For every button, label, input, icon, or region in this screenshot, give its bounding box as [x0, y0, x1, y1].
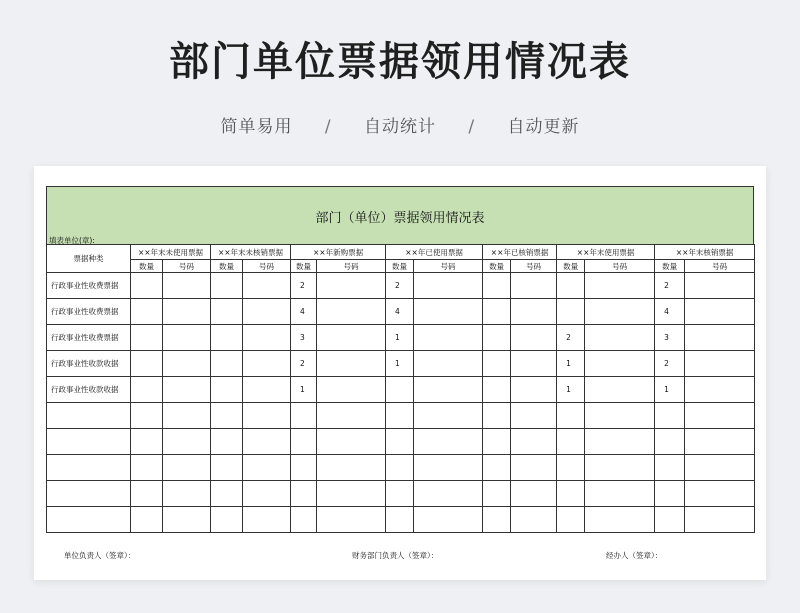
- cell-qty[interactable]: 2: [655, 351, 685, 377]
- cell-qty[interactable]: [291, 403, 317, 429]
- cell-number[interactable]: [414, 507, 483, 533]
- cell-number[interactable]: [243, 351, 291, 377]
- cell-qty[interactable]: [211, 507, 243, 533]
- cell-qty[interactable]: [386, 429, 414, 455]
- table-row: [47, 507, 755, 533]
- cell-number[interactable]: [317, 429, 386, 455]
- cell-number[interactable]: [585, 481, 655, 507]
- cell-qty[interactable]: [386, 377, 414, 403]
- cell-number[interactable]: [585, 377, 655, 403]
- cell-qty[interactable]: [483, 455, 511, 481]
- cell-number[interactable]: [511, 351, 557, 377]
- cell-qty[interactable]: [557, 481, 585, 507]
- cell-number[interactable]: [585, 351, 655, 377]
- cell-qty[interactable]: [483, 325, 511, 351]
- cell-qty[interactable]: [211, 273, 243, 299]
- sub-header-qty: 数量: [131, 260, 163, 273]
- table-row: [47, 481, 755, 507]
- sheet-title: 部门（单位）票据领用情况表: [315, 211, 485, 226]
- cell-qty[interactable]: [557, 403, 585, 429]
- signature-finance-head: 财务部门负责人（签章）：: [352, 551, 439, 560]
- cell-number[interactable]: [243, 325, 291, 351]
- cell-number[interactable]: [317, 481, 386, 507]
- cell-qty[interactable]: 1: [291, 377, 317, 403]
- cell-number[interactable]: [243, 455, 291, 481]
- cell-number[interactable]: [685, 455, 755, 481]
- cell-category[interactable]: 行政事业性收款收据: [47, 377, 131, 403]
- fill-unit-label: 填表单位(章):: [49, 236, 95, 245]
- cell-number[interactable]: [685, 481, 755, 507]
- table-row: [47, 273, 755, 299]
- cell-category[interactable]: [47, 481, 131, 507]
- cell-number[interactable]: [163, 273, 211, 299]
- sub-header-qty: 数量: [386, 260, 414, 273]
- cell-qty[interactable]: 1: [557, 377, 585, 403]
- cell-qty[interactable]: [483, 481, 511, 507]
- cell-qty[interactable]: [211, 429, 243, 455]
- cell-qty[interactable]: [131, 403, 163, 429]
- cell-number[interactable]: [414, 299, 483, 325]
- cell-number[interactable]: [585, 507, 655, 533]
- spreadsheet-card: [34, 166, 766, 580]
- sheet-header-band: [46, 186, 754, 244]
- cell-number[interactable]: [317, 507, 386, 533]
- cell-qty[interactable]: [211, 299, 243, 325]
- cell-qty[interactable]: [386, 455, 414, 481]
- cell-qty[interactable]: 2: [291, 351, 317, 377]
- sub-header-number: 号码: [585, 260, 655, 273]
- sub-header-qty: 数量: [483, 260, 511, 273]
- cell-qty[interactable]: [131, 377, 163, 403]
- subtitle-separator: /: [324, 117, 332, 137]
- cell-number[interactable]: [317, 273, 386, 299]
- cell-number[interactable]: [511, 481, 557, 507]
- cell-qty[interactable]: [291, 455, 317, 481]
- cell-number[interactable]: [585, 299, 655, 325]
- hero-title: 部门单位票据领用情况表: [169, 39, 631, 85]
- cell-qty[interactable]: [131, 273, 163, 299]
- cell-qty[interactable]: [131, 481, 163, 507]
- cell-number[interactable]: [414, 325, 483, 351]
- cell-qty[interactable]: [131, 507, 163, 533]
- cell-category[interactable]: 行政事业性收款收据: [47, 351, 131, 377]
- cell-number[interactable]: [511, 403, 557, 429]
- cell-number[interactable]: [585, 403, 655, 429]
- header-row-groups: [47, 245, 755, 260]
- cell-qty[interactable]: [291, 429, 317, 455]
- cell-number[interactable]: [243, 273, 291, 299]
- sub-header-qty: 数量: [655, 260, 685, 273]
- cell-number[interactable]: [243, 481, 291, 507]
- cell-qty[interactable]: 4: [291, 299, 317, 325]
- cell-qty[interactable]: 1: [655, 377, 685, 403]
- cell-number[interactable]: [163, 325, 211, 351]
- group-header: ××年末未核销票据: [211, 245, 291, 260]
- corner-header: 票据种类: [47, 245, 131, 273]
- cell-number[interactable]: [585, 273, 655, 299]
- sub-header-qty: 数量: [557, 260, 585, 273]
- cell-qty[interactable]: [483, 299, 511, 325]
- cell-number[interactable]: [685, 507, 755, 533]
- receipt-table: [46, 244, 755, 533]
- cell-qty[interactable]: [386, 481, 414, 507]
- cell-number[interactable]: [511, 377, 557, 403]
- sub-header-number: 号码: [243, 260, 291, 273]
- cell-number[interactable]: [163, 507, 211, 533]
- cell-number[interactable]: [585, 455, 655, 481]
- cell-number[interactable]: [585, 325, 655, 351]
- sub-header-qty: 数量: [211, 260, 243, 273]
- cell-number[interactable]: [317, 325, 386, 351]
- cell-number[interactable]: [414, 455, 483, 481]
- sub-header-number: 号码: [163, 260, 211, 273]
- cell-number[interactable]: [163, 377, 211, 403]
- group-header: ××年末核销票据: [655, 245, 755, 260]
- cell-number[interactable]: [414, 429, 483, 455]
- cell-qty[interactable]: 1: [386, 325, 414, 351]
- cell-category[interactable]: 行政事业性收费票据: [47, 325, 131, 351]
- cell-number[interactable]: [317, 299, 386, 325]
- cell-number[interactable]: [163, 455, 211, 481]
- cell-number[interactable]: [414, 377, 483, 403]
- table-row: [47, 403, 755, 429]
- table-row: [47, 429, 755, 455]
- cell-qty[interactable]: [557, 429, 585, 455]
- cell-qty[interactable]: [131, 429, 163, 455]
- cell-qty[interactable]: [131, 299, 163, 325]
- cell-qty[interactable]: [483, 507, 511, 533]
- cell-qty[interactable]: [386, 507, 414, 533]
- cell-number[interactable]: [685, 429, 755, 455]
- cell-qty[interactable]: [483, 377, 511, 403]
- cell-qty[interactable]: [291, 507, 317, 533]
- cell-qty[interactable]: [655, 403, 685, 429]
- cell-qty[interactable]: [211, 325, 243, 351]
- cell-qty[interactable]: 2: [291, 273, 317, 299]
- cell-number[interactable]: [585, 429, 655, 455]
- cell-qty[interactable]: 4: [386, 299, 414, 325]
- header-row-subs: [47, 260, 755, 273]
- group-header: ××年已核销票据: [483, 245, 557, 260]
- cell-qty[interactable]: 2: [655, 273, 685, 299]
- cell-qty[interactable]: 2: [386, 273, 414, 299]
- subtitle-item-auto-update: 自动更新: [507, 117, 580, 137]
- table-row: [47, 299, 755, 325]
- signature-handler: 经办人（签章）：: [606, 551, 663, 560]
- cell-qty[interactable]: [131, 351, 163, 377]
- sub-header-qty: 数量: [291, 260, 317, 273]
- cell-category[interactable]: [47, 429, 131, 455]
- cell-category[interactable]: [47, 507, 131, 533]
- cell-number[interactable]: [163, 429, 211, 455]
- cell-qty[interactable]: [483, 351, 511, 377]
- cell-category[interactable]: 行政事业性收费票据: [47, 299, 131, 325]
- subtitle-row: [0, 112, 800, 137]
- sub-header-number: 号码: [685, 260, 755, 273]
- cell-qty[interactable]: 2: [557, 325, 585, 351]
- sub-header-number: 号码: [317, 260, 386, 273]
- cell-qty[interactable]: 1: [386, 351, 414, 377]
- cell-number[interactable]: [243, 299, 291, 325]
- cell-category[interactable]: [47, 403, 131, 429]
- cell-qty[interactable]: [386, 403, 414, 429]
- cell-number[interactable]: [243, 377, 291, 403]
- cell-number[interactable]: [685, 299, 755, 325]
- cell-qty[interactable]: 3: [655, 325, 685, 351]
- cell-qty[interactable]: [211, 455, 243, 481]
- cell-number[interactable]: [414, 273, 483, 299]
- cell-qty[interactable]: [291, 481, 317, 507]
- cell-number[interactable]: [685, 273, 755, 299]
- cell-qty[interactable]: [211, 403, 243, 429]
- cell-number[interactable]: [511, 455, 557, 481]
- cell-qty[interactable]: [211, 481, 243, 507]
- table-row: [47, 351, 755, 377]
- group-header: ××年末使用票据: [557, 245, 655, 260]
- cell-number[interactable]: [243, 507, 291, 533]
- cell-qty[interactable]: 1: [557, 351, 585, 377]
- cell-number[interactable]: [317, 351, 386, 377]
- cell-qty[interactable]: [557, 455, 585, 481]
- cell-number[interactable]: [414, 351, 483, 377]
- cell-qty[interactable]: [483, 273, 511, 299]
- cell-number[interactable]: [243, 429, 291, 455]
- cell-qty[interactable]: [211, 377, 243, 403]
- cell-qty[interactable]: [483, 403, 511, 429]
- table-row: [47, 325, 755, 351]
- group-header: ××年新购票据: [291, 245, 386, 260]
- cell-category[interactable]: 行政事业性收费票据: [47, 273, 131, 299]
- cell-number[interactable]: [163, 299, 211, 325]
- cell-qty[interactable]: [131, 325, 163, 351]
- table-row: [47, 377, 755, 403]
- cell-number[interactable]: [685, 351, 755, 377]
- cell-number[interactable]: [317, 403, 386, 429]
- cell-qty[interactable]: [557, 507, 585, 533]
- sub-header-number: 号码: [414, 260, 483, 273]
- cell-qty[interactable]: [655, 507, 685, 533]
- cell-number[interactable]: [163, 403, 211, 429]
- cell-qty[interactable]: [211, 351, 243, 377]
- cell-number[interactable]: [511, 325, 557, 351]
- table-body: [47, 273, 755, 533]
- cell-number[interactable]: [511, 507, 557, 533]
- cell-qty[interactable]: 3: [291, 325, 317, 351]
- cell-qty[interactable]: [655, 455, 685, 481]
- cell-number[interactable]: [685, 325, 755, 351]
- cell-qty[interactable]: 4: [655, 299, 685, 325]
- cell-qty[interactable]: [557, 299, 585, 325]
- cell-number[interactable]: [317, 455, 386, 481]
- cell-number[interactable]: [243, 403, 291, 429]
- cell-category[interactable]: [47, 455, 131, 481]
- cell-qty[interactable]: [557, 273, 585, 299]
- signature-unit-head: 单位负责人（签章）：: [64, 551, 136, 560]
- cell-qty[interactable]: [655, 481, 685, 507]
- sub-header-number: 号码: [511, 260, 557, 273]
- cell-number[interactable]: [511, 429, 557, 455]
- cell-qty[interactable]: [483, 429, 511, 455]
- subtitle-item-simple: 简单易用: [220, 117, 293, 137]
- cell-number[interactable]: [511, 299, 557, 325]
- cell-number[interactable]: [414, 481, 483, 507]
- group-header: ××年已使用票据: [386, 245, 483, 260]
- cell-qty[interactable]: [131, 455, 163, 481]
- cell-qty[interactable]: [655, 429, 685, 455]
- cell-number[interactable]: [511, 273, 557, 299]
- subtitle-separator: /: [468, 117, 476, 137]
- cell-number[interactable]: [317, 377, 386, 403]
- cell-number[interactable]: [163, 351, 211, 377]
- subtitle-item-auto-stats: 自动统计: [364, 117, 436, 137]
- group-header: ××年末未使用票据: [131, 245, 211, 260]
- cell-number[interactable]: [685, 377, 755, 403]
- cell-number[interactable]: [414, 403, 483, 429]
- table-row: [47, 455, 755, 481]
- cell-number[interactable]: [685, 403, 755, 429]
- cell-number[interactable]: [163, 481, 211, 507]
